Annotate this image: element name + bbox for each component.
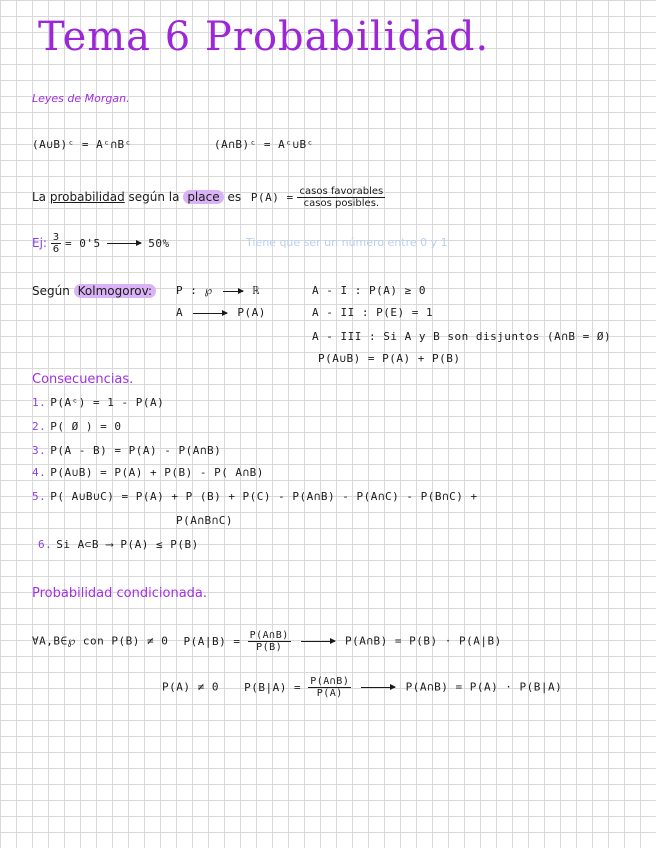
list-item <box>32 466 264 479</box>
list-item-text: P(A∩B∩C) <box>176 514 233 527</box>
example-fraction <box>51 232 61 255</box>
laplace-formula-lhs: P(A) = <box>250 191 294 204</box>
list-item-number: 4. <box>32 466 47 479</box>
conditional-2-num: P(A∩B) <box>310 676 350 687</box>
kolmogorov-line <box>32 284 156 298</box>
conditional-1-fraction <box>248 630 291 653</box>
list-item-text: P(Aᶜ) = 1 - P(A) <box>50 396 165 409</box>
example-label: Ej: <box>32 236 47 250</box>
list-item-text: Si A⊂B ⟶ P(A) ≤ P(B) <box>56 538 199 551</box>
example-result: 50% <box>148 237 170 250</box>
conditional-1-rhs: P(A∩B) = P(B) · P(A|B) <box>345 634 502 648</box>
map2-lhs: A <box>176 306 184 319</box>
conditional-1-pre: ∀A,B∈℘ con P(B) ≠ 0 <box>32 634 169 648</box>
map1-rhs: ℝ <box>252 284 261 297</box>
laplace-fraction <box>297 186 385 209</box>
arrow-icon <box>361 687 395 688</box>
arrow-icon <box>193 313 227 314</box>
conditional-line-1 <box>32 630 502 653</box>
kolmogorov-map-2 <box>176 306 266 319</box>
list-item <box>176 514 233 527</box>
axiom-1: A - I : P(A) ≥ 0 <box>312 284 426 297</box>
morgan-heading: Leyes de Morgan. <box>32 92 130 105</box>
list-item <box>38 538 199 551</box>
laplace-prefix: La <box>32 190 47 204</box>
axiom-3b: P(A∪B) = P(A) + P(B) <box>318 352 461 365</box>
kolmogorov-name: Kolmogorov: <box>74 284 156 298</box>
example-note: Tiene que ser un número entre 0 y 1 <box>246 236 448 249</box>
conditional-2-den: P(A) <box>316 688 343 699</box>
list-item-number: 3. <box>32 444 47 457</box>
laplace-denominator: casos posibles. <box>303 198 380 209</box>
list-item-text: P( Ø ) = 0 <box>50 420 122 433</box>
arrow-icon <box>223 291 243 292</box>
map1-lhs: P : ℘ <box>176 284 213 297</box>
morgan-law-1: (A∪B)ᶜ = Aᶜ∩Bᶜ <box>32 138 132 151</box>
list-item-number: 1. <box>32 396 47 409</box>
conditional-line-2 <box>162 676 562 699</box>
laplace-term: probabilidad <box>49 190 125 204</box>
list-item-number: 2. <box>32 420 47 433</box>
axiom-2: A - II : P(E) = 1 <box>312 306 434 319</box>
axiom-3: A - III : Si A y B son disjuntos (A∩B = Ø) <box>312 330 612 343</box>
conditional-1-num: P(A∩B) <box>249 630 289 641</box>
example-num: 3 <box>52 232 60 243</box>
list-item <box>32 420 121 433</box>
conditional-heading: Probabilidad condicionada. <box>32 586 208 601</box>
list-item-text: P(A - B) = P(A) - P(A∩B) <box>50 444 222 457</box>
map2-rhs: P(A) <box>237 306 266 319</box>
conditional-2-fraction <box>308 676 351 699</box>
list-item <box>32 396 164 409</box>
example-line <box>32 232 170 255</box>
example-value: = 0'5 <box>65 237 101 250</box>
list-item-text: P( A∪B∪C) = P(A) + P (B) + P(C) - P(A∩B) - P(A∩C) - P(B∩C) + <box>50 490 478 503</box>
conditional-2-pre: P(A) ≠ 0 <box>162 680 219 694</box>
laplace-es: es <box>227 190 242 204</box>
list-item-number: 5. <box>32 490 47 503</box>
example-den: 6 <box>52 244 60 255</box>
laplace-numerator: casos favorables <box>299 186 384 197</box>
arrow-icon <box>301 641 335 642</box>
laplace-name: place <box>183 190 223 204</box>
list-item-text: P(A∪B) = P(A) + P(B) - P( A∩B) <box>50 466 264 479</box>
page-title: Tema 6 Probabilidad. <box>38 14 490 60</box>
list-item <box>32 490 478 503</box>
list-item-number: 6. <box>38 538 53 551</box>
laplace-middle: según la <box>128 190 180 204</box>
laplace-line <box>32 186 385 209</box>
conditional-2-rhs: P(A∩B) = P(A) · P(B|A) <box>405 680 563 694</box>
list-item <box>32 444 221 457</box>
kolmogorov-map-1 <box>176 284 260 297</box>
conditional-1-lhs: P(A|B) = <box>183 634 241 648</box>
conditional-2-lhs: P(B|A) = <box>244 680 302 694</box>
conditional-1-den: P(B) <box>256 642 283 653</box>
arrow-icon <box>107 243 141 244</box>
kolmogorov-prefix: Según <box>32 284 70 298</box>
consequences-heading: Consecuencias. <box>32 372 134 387</box>
morgan-law-2: (A∩B)ᶜ = Aᶜ∪Bᶜ <box>214 138 314 151</box>
